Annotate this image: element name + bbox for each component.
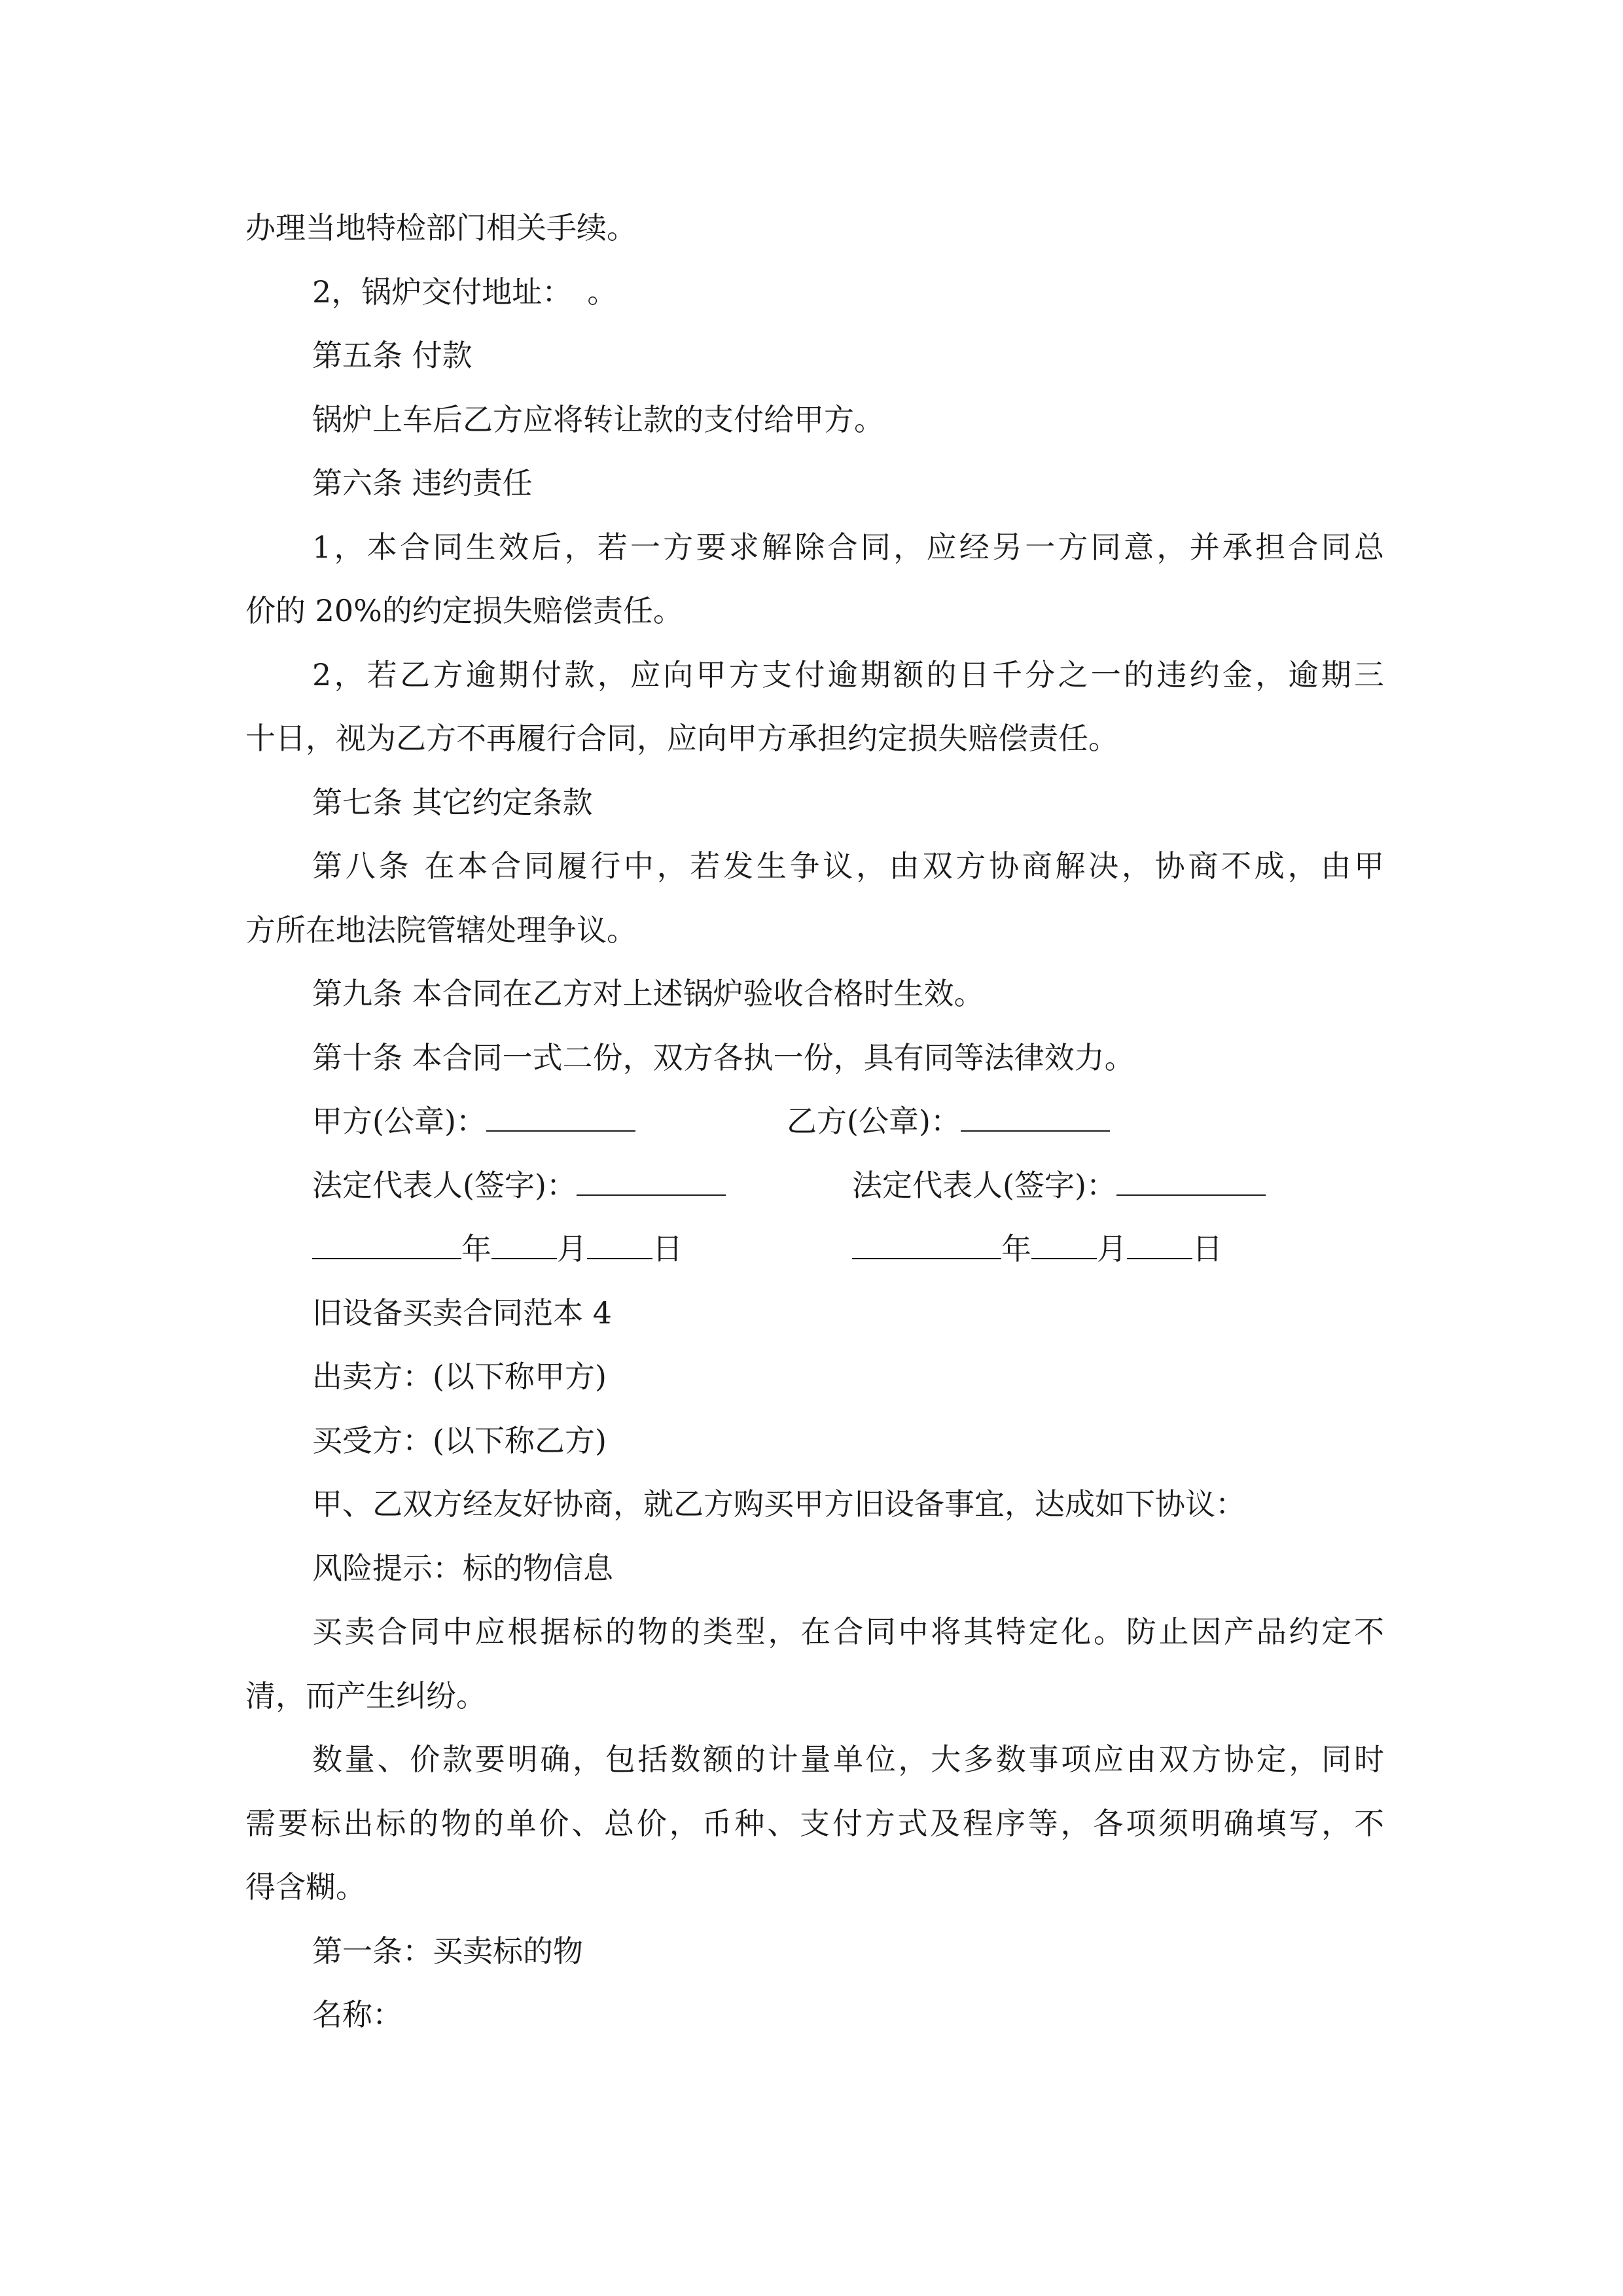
day-label: 日 bbox=[652, 1231, 683, 1266]
party-a-seal-label: 甲方(公章)： bbox=[312, 1103, 486, 1139]
rep-a-label: 法定代表人(签字)： bbox=[312, 1167, 577, 1203]
paragraph-line: 十日，视为乙方不再履行合同，应向甲方承担约定损失赔偿责任。 bbox=[245, 721, 1118, 756]
name-label: 名称： bbox=[312, 1997, 402, 2032]
date-a-field bbox=[312, 1217, 683, 1282]
date-a-day-blank[interactable] bbox=[587, 1233, 652, 1259]
party-b-seal-label: 乙方(公章)： bbox=[787, 1103, 961, 1139]
date-b-day-blank[interactable] bbox=[1127, 1233, 1192, 1259]
rep-a-blank[interactable] bbox=[577, 1170, 726, 1196]
month-label: 月 bbox=[557, 1231, 587, 1266]
contract-title: 旧设备买卖合同范本 4 bbox=[312, 1295, 612, 1331]
paragraph-line: 买卖合同中应根据标的物的类型，在合同中将其特定化。防止因产品约定不 bbox=[312, 1614, 1384, 1649]
paragraph-line: 锅炉上车后乙方应将转让款的支付给甲方。 bbox=[312, 401, 884, 437]
date-a-year-blank[interactable] bbox=[312, 1233, 461, 1259]
party-b-seal-field bbox=[787, 1090, 1110, 1154]
article-8-line: 第八条 在本合同履行中，若发生争议，由双方协商解决，协商不成，由甲 bbox=[312, 848, 1384, 884]
party-a-seal-field bbox=[312, 1090, 635, 1154]
date-b-month-blank[interactable] bbox=[1031, 1233, 1097, 1259]
date-b-year-blank[interactable] bbox=[852, 1233, 1001, 1259]
rep-a-field bbox=[312, 1154, 726, 1218]
seller-line: 出卖方：(以下称甲方) bbox=[312, 1359, 607, 1394]
risk-heading: 风险提示：标的物信息 bbox=[312, 1550, 613, 1586]
article-7-heading: 第七条 其它约定条款 bbox=[312, 784, 593, 820]
year-label: 年 bbox=[1001, 1231, 1031, 1266]
article-10-line: 第十条 本合同一式二份，双方各执一份，具有同等法律效力。 bbox=[312, 1039, 1135, 1075]
rep-b-blank[interactable] bbox=[1116, 1170, 1266, 1196]
buyer-line: 买受方：(以下称乙方) bbox=[312, 1422, 607, 1458]
article-1-heading: 第一条：买卖标的物 bbox=[312, 1933, 583, 1969]
paragraph-line: 方所在地法院管辖处理争议。 bbox=[245, 912, 637, 948]
date-b-field bbox=[852, 1217, 1222, 1282]
party-b-seal-blank[interactable] bbox=[961, 1105, 1110, 1132]
document-body bbox=[245, 196, 1384, 2047]
paragraph-line: 需要标出标的物的单价、总价，币种、支付方式及程序等，各项须明确填写，不 bbox=[245, 1805, 1384, 1841]
article-6-heading: 第六条 违约责任 bbox=[312, 465, 533, 501]
paragraph-line: 1，本合同生效后，若一方要求解除合同，应经另一方同意，并承担合同总 bbox=[312, 529, 1384, 565]
article-5-heading: 第五条 付款 bbox=[312, 338, 473, 373]
paragraph-line: 2，若乙方逾期付款，应向甲方支付逾期额的日千分之一的违约金，逾期三 bbox=[312, 656, 1384, 692]
rep-b-label: 法定代表人(签字)： bbox=[852, 1167, 1116, 1203]
date-a-month-blank[interactable] bbox=[491, 1233, 557, 1259]
date-row bbox=[245, 1217, 1384, 1282]
delivery-address-line: 2，锅炉交付地址： 。 bbox=[312, 274, 618, 310]
representative-row bbox=[245, 1154, 1384, 1218]
paragraph-line: 价的 20%的约定损失赔偿责任。 bbox=[245, 593, 683, 628]
paragraph-line: 办理当地特检部门相关手续。 bbox=[245, 210, 637, 245]
paragraph-line: 数量、价款要明确，包括数额的计量单位，大多数事项应由双方协定，同时 bbox=[312, 1742, 1384, 1777]
paragraph-line: 清，而产生纠纷。 bbox=[245, 1677, 486, 1713]
article-9-line: 第九条 本合同在乙方对上述锅炉验收合格时生效。 bbox=[312, 976, 984, 1011]
party-a-seal-blank[interactable] bbox=[486, 1105, 635, 1132]
day-label: 日 bbox=[1192, 1231, 1222, 1266]
seal-row bbox=[245, 1090, 1384, 1154]
year-label: 年 bbox=[461, 1231, 491, 1266]
month-label: 月 bbox=[1097, 1231, 1127, 1266]
rep-b-field bbox=[852, 1154, 1266, 1218]
intro-line: 甲、乙双方经友好协商，就乙方购买甲方旧设备事宜，达成如下协议： bbox=[312, 1486, 1245, 1522]
paragraph-line: 得含糊。 bbox=[245, 1869, 366, 1905]
